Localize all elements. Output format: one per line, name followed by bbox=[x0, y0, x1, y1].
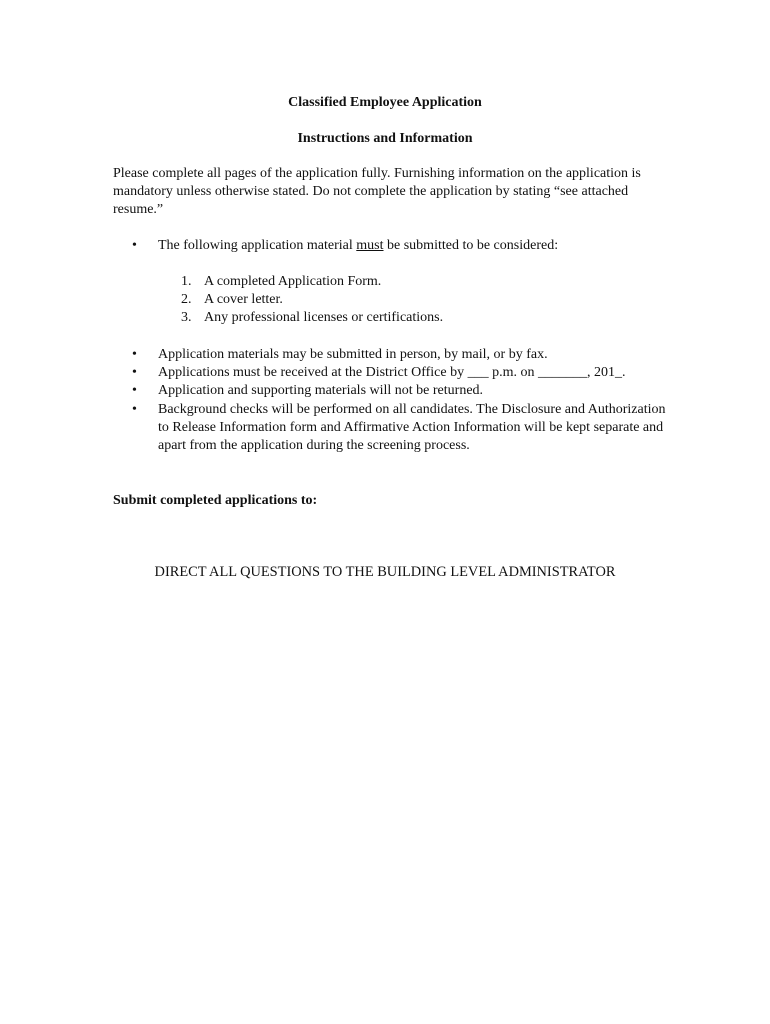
bullet-icon: • bbox=[132, 238, 137, 253]
list-item bbox=[181, 291, 581, 309]
requirements-bullet-list bbox=[113, 237, 673, 255]
bullet-text: Applications must be received at the District Office by ___ p.m. on _______, 201_. bbox=[158, 365, 626, 381]
bullet-icon: • bbox=[132, 365, 137, 381]
bullet-text: Background checks will be performed on all candidates. The Disclosure and Authorization to Release Information form and Affirmative Action Information will be kept separate and apart from the application during the screening process. bbox=[158, 401, 666, 454]
bullet-item bbox=[113, 382, 673, 400]
required-items-list bbox=[181, 273, 581, 328]
list-item-text: A completed Application Form. bbox=[204, 274, 382, 289]
bullet-text: Application materials may be submitted in person, by mail, or by fax. bbox=[158, 347, 548, 362]
list-number: 1. bbox=[181, 274, 192, 289]
list-item bbox=[181, 273, 581, 291]
bullet-text-prefix: The following application material bbox=[158, 238, 357, 253]
intro-paragraph: Please complete all pages of the application fully. Furnishing information on the application is mandatory unless otherwise stated. Do not complete the application by stating “see attached resume.” bbox=[113, 166, 641, 218]
bullet-icon: • bbox=[132, 347, 137, 362]
list-item-text: Any professional licenses or certifications. bbox=[204, 310, 444, 326]
document-subtitle: Instructions and Information bbox=[297, 131, 473, 146]
submit-heading: Submit completed applications to: bbox=[113, 493, 318, 508]
bullet-icon: • bbox=[132, 383, 137, 399]
document-title: Classified Employee Application bbox=[288, 95, 482, 110]
list-item-text: A cover letter. bbox=[204, 292, 283, 308]
bullet-text-emphasis: must bbox=[356, 238, 384, 253]
bullet-text: Application and supporting materials will not be returned. bbox=[158, 383, 484, 399]
direct-questions-notice: DIRECT ALL QUESTIONS TO THE BUILDING LEVEL ADMINISTRATOR bbox=[154, 564, 616, 580]
information-bullet-list bbox=[113, 346, 673, 455]
bullet-item bbox=[113, 364, 673, 382]
bullet-item-required-materials bbox=[113, 237, 673, 255]
bullet-item bbox=[113, 346, 673, 364]
bullet-icon: • bbox=[132, 401, 137, 417]
bullet-item bbox=[113, 401, 673, 456]
list-number: 2. bbox=[181, 292, 192, 308]
bullet-text-suffix: be submitted to be considered: bbox=[383, 238, 559, 253]
list-number: 3. bbox=[181, 310, 192, 326]
list-item bbox=[181, 309, 581, 327]
